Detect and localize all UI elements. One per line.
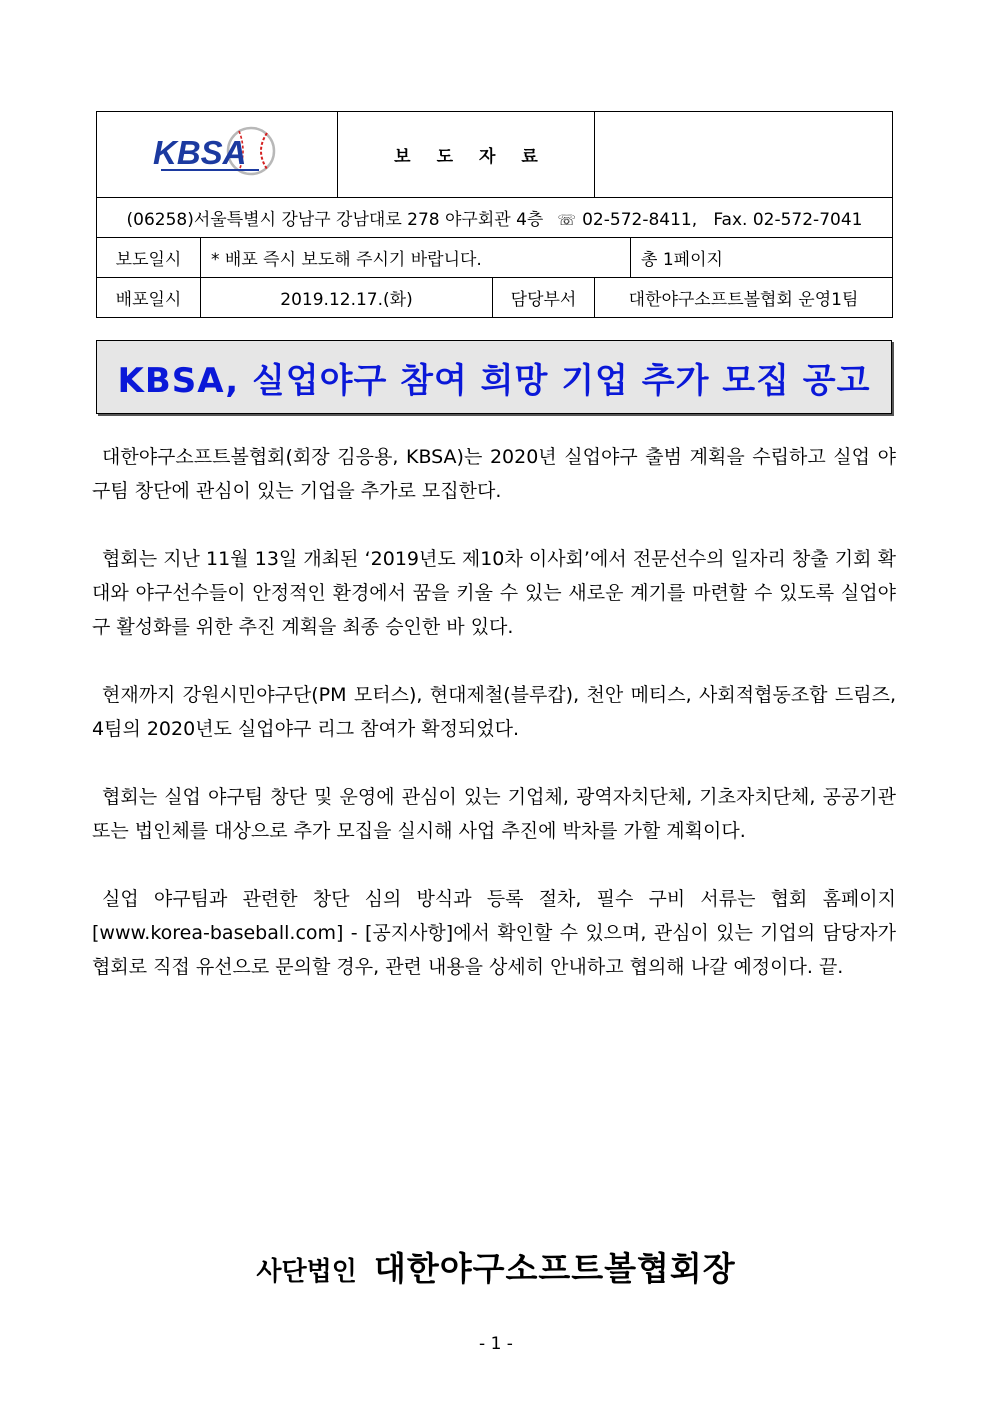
department-value: 대한야구소프트볼협회 운영1팀: [595, 278, 893, 318]
paragraph: 대한야구소프트볼협회(회장 김응용, KBSA)는 2020년 실업야구 출범 계획을 수립하고 실업 야구팀 창단에 관심이 있는 기업을 추가로 모집한다.: [92, 446, 896, 502]
address: (06258)서울특별시 강남구 강남대로 278 야구회관 4층: [126, 210, 544, 230]
report-date-label: 보도일시: [97, 238, 201, 278]
paragraph: 협회는 지난 11월 13일 개최된 ‘2019년도 제10차 이사회’에서 전문선수의 일자리 창출 기회 확대와 야구선수들이 안정적인 환경에서 꿈을 키울 수 있는 새로운 계기를 마련할 수 있도록 실업야구 활성화를 위한 추진 계획을 최종 승인한 바 있다.: [92, 548, 896, 638]
distribution-date-label: 배포일시: [97, 278, 201, 318]
paragraph: 실업 야구팀과 관련한 창단 심의 방식과 등록 절차, 필수 구비 서류는 협회 홈페이지 [www.korea-baseball.com] - [공지사항]에서 확인할 수 있으며, 관심이 있는 기업의 담당자가 협회로 직접 유선으로 문의할 경우, 관련 내용을 상세히 안내하고 협의해 나갈 예정이다. 끝.: [92, 888, 896, 978]
article-body: [92, 440, 896, 1018]
total-pages: 총 1페이지: [631, 238, 893, 278]
page-number: - 1 -: [479, 1334, 513, 1354]
signature-name: 대한야구소프트볼협회장: [373, 1249, 736, 1288]
signature-prefix: 사단법인: [256, 1257, 357, 1287]
headline: KBSA, 실업야구 참여 희망 기업 추가 모집 공고: [117, 360, 871, 401]
paragraph: 협회는 실업 야구팀 창단 및 운영에 관심이 있는 기업체, 광역자치단체, 기초자치단체, 공공기관 또는 법인체를 대상으로 추가 모집을 실시해 사업 추진에 박차를 가할 계획이다.: [92, 786, 896, 842]
contact-info: [97, 198, 893, 238]
distribution-date-value: 2019.12.17.(화): [201, 278, 493, 318]
press-header-table: [96, 111, 893, 318]
phone-icon: ☏: [557, 211, 577, 229]
logo-text: KBSA: [153, 134, 247, 171]
logo-cell: [97, 112, 338, 198]
empty-header-cell: [595, 112, 893, 198]
headline-box: [96, 340, 892, 414]
signature: [0, 1243, 992, 1290]
page-title: 보도자료: [338, 112, 595, 198]
paragraph: 현재까지 강원시민야구단(PM 모터스), 현대제철(블루캅), 천안 메티스, 사회적협동조합 드림즈, 4팀의 2020년도 실업야구 리그 참여가 확정되었다.: [92, 684, 896, 740]
kbsa-logo: [151, 121, 283, 183]
report-date-value: * 배포 즉시 보도해 주시기 바랍니다.: [201, 238, 631, 278]
fax-number: Fax. 02-572-7041: [713, 210, 863, 230]
department-label: 담당부서: [493, 278, 595, 318]
phone-number: 02-572-8411,: [582, 210, 698, 230]
